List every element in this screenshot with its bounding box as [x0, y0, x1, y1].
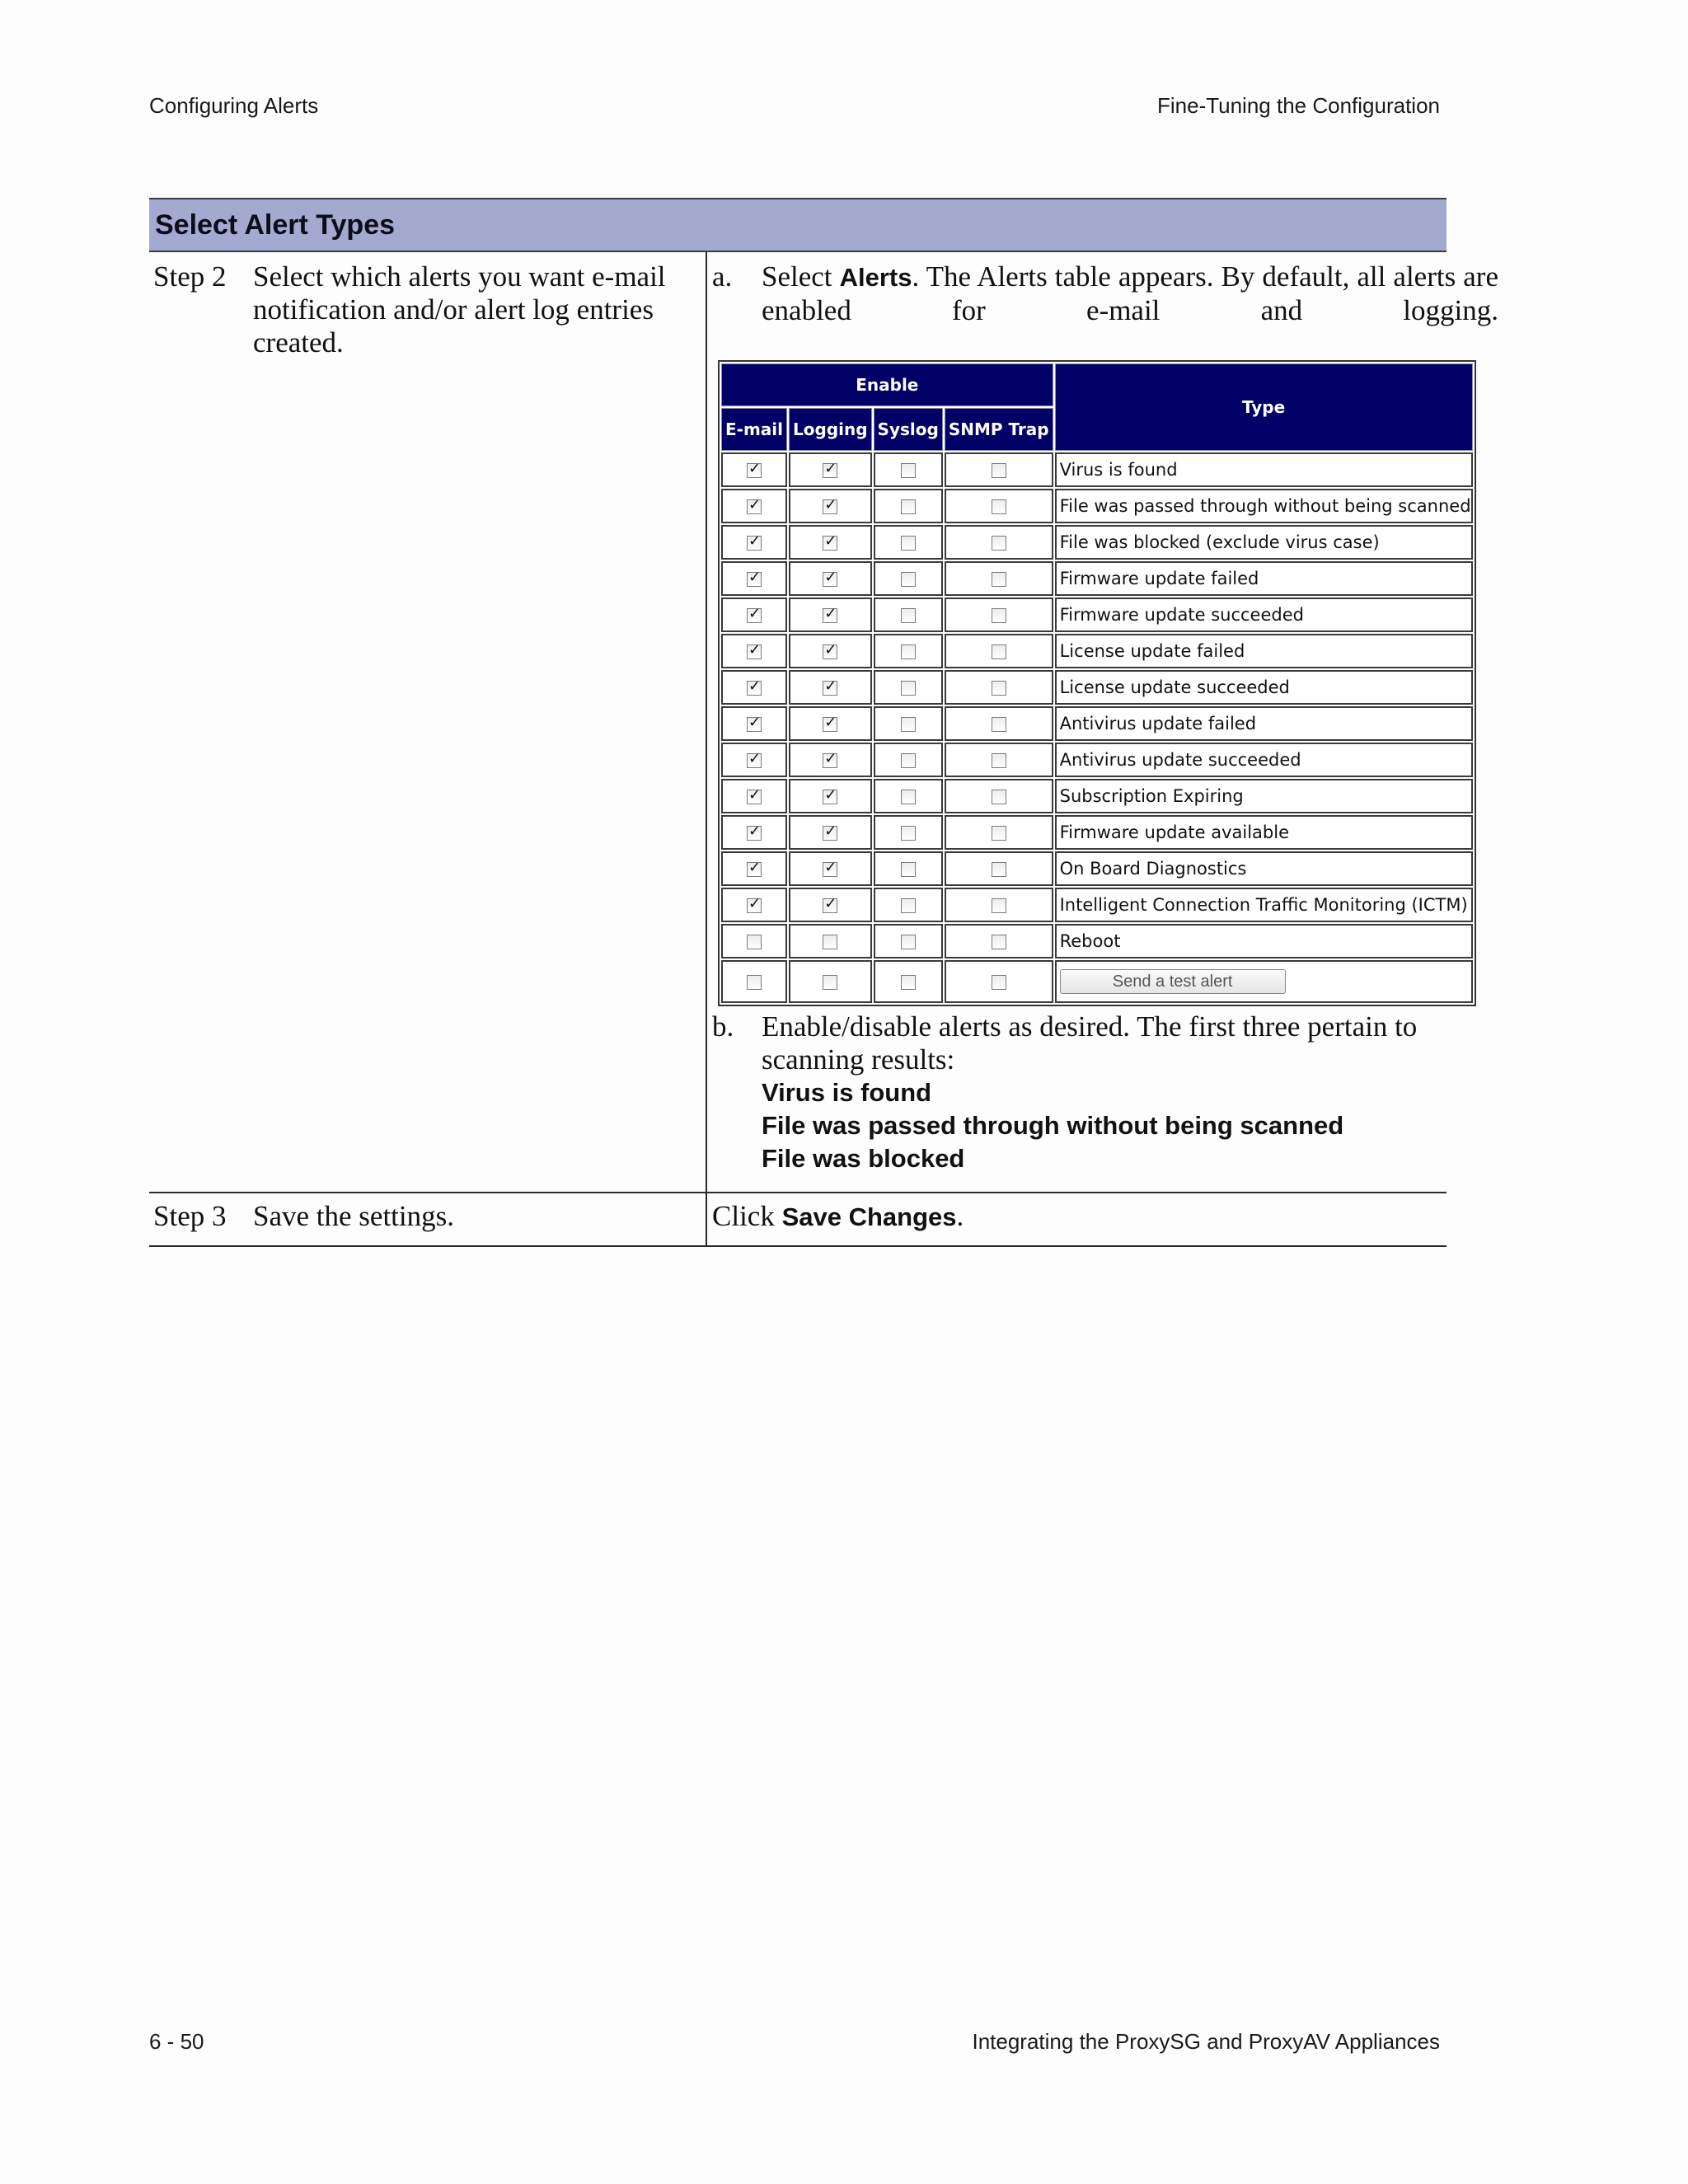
ui-term-alerts: Alerts: [839, 263, 912, 292]
email-checkbox[interactable]: [747, 790, 762, 804]
logging-checkbox[interactable]: [823, 717, 837, 732]
logging-checkbox[interactable]: [823, 644, 837, 659]
substep-a-lead: Select: [762, 260, 832, 293]
alert-cell-syslog: [874, 743, 943, 777]
alert-cell-logging: [789, 888, 872, 922]
alert-cell-logging: [789, 489, 872, 523]
snmp-trap-checkbox[interactable]: [992, 644, 1006, 659]
alert-cell-syslog: [874, 489, 943, 523]
alert-cell-logging: [789, 670, 872, 705]
test-snmp-trap-checkbox[interactable]: [992, 975, 1006, 990]
substep-marker: b.: [712, 1010, 734, 1043]
alert-cell-logging: [789, 743, 872, 777]
alert-cell-syslog: [874, 779, 943, 813]
syslog-checkbox[interactable]: [901, 499, 916, 514]
test-logging-checkbox[interactable]: [823, 975, 837, 990]
alert-cell-snmp-trap: [945, 561, 1053, 596]
substep-b-text: Enable/disable alerts as desired. The first three pertain to scanning results:: [762, 1010, 1418, 1076]
step-2-text: Select which alerts you want e-mail notification and/or alert log entries created.: [253, 260, 666, 359]
substep-a-rest: . The Alerts table appears. By default, all alerts are enabled for e-mail and logging.: [762, 260, 1498, 326]
alert-cell-syslog: [874, 561, 943, 596]
snmp-trap-checkbox[interactable]: [992, 681, 1006, 696]
alert-cell-snmp-trap: [945, 924, 1053, 958]
alert-cell-syslog: [874, 815, 943, 850]
test-cell-syslog: [874, 960, 943, 1003]
substep-a-text: [762, 260, 1498, 327]
logging-checkbox[interactable]: [823, 536, 837, 551]
alert-cell-snmp-trap: [945, 815, 1053, 850]
alert-row: [721, 525, 1473, 560]
column-header-syslog: Syslog: [874, 408, 943, 451]
alert-row: [721, 706, 1473, 741]
alert-row: [721, 452, 1473, 487]
email-checkbox[interactable]: [747, 935, 762, 949]
alert-cell-email: [721, 561, 787, 596]
alert-cell-syslog: [874, 706, 943, 741]
row-divider: [149, 1192, 1447, 1193]
alert-cell-snmp-trap: [945, 851, 1053, 886]
ui-term-save-changes: Save Changes: [781, 1202, 957, 1231]
email-checkbox[interactable]: [747, 898, 762, 913]
test-cell-email: [721, 960, 787, 1003]
step-3-action-lead: Click: [712, 1200, 775, 1232]
step-3-action: [712, 1200, 964, 1234]
alert-row: [721, 561, 1473, 596]
alert-type-label: Subscription Expiring: [1055, 779, 1473, 813]
syslog-checkbox[interactable]: [901, 572, 916, 587]
alert-cell-snmp-trap: [945, 888, 1053, 922]
alert-type-label: Antivirus update succeeded: [1055, 743, 1473, 777]
alert-cell-snmp-trap: [945, 706, 1053, 741]
syslog-checkbox[interactable]: [901, 753, 916, 768]
step-3-text: Save the settings.: [253, 1200, 454, 1232]
snmp-trap-checkbox[interactable]: [992, 463, 1006, 478]
substep-marker: a.: [712, 260, 733, 293]
email-checkbox[interactable]: [747, 681, 762, 696]
syslog-checkbox[interactable]: [901, 536, 916, 551]
alert-cell-email: [721, 634, 787, 668]
alert-row: [721, 598, 1473, 632]
alert-cell-email: [721, 815, 787, 850]
alert-cell-logging: [789, 525, 872, 560]
syslog-checkbox[interactable]: [901, 644, 916, 659]
alert-cell-syslog: [874, 525, 943, 560]
alert-type-label: License update succeeded: [1055, 670, 1473, 705]
alert-type-label: Firmware update available: [1055, 815, 1473, 850]
alert-cell-email: [721, 489, 787, 523]
logging-checkbox[interactable]: [823, 790, 837, 804]
alert-cell-logging: [789, 452, 872, 487]
syslog-checkbox[interactable]: [901, 608, 916, 623]
step-3-label: Step 3: [153, 1200, 227, 1232]
email-checkbox[interactable]: [747, 572, 762, 587]
scan-result-file-passed: File was passed through without being scanned: [762, 1111, 1344, 1140]
alert-cell-snmp-trap: [945, 452, 1053, 487]
snmp-trap-checkbox[interactable]: [992, 608, 1006, 623]
test-cell-snmp-trap: [945, 960, 1053, 1003]
snmp-trap-checkbox[interactable]: [992, 499, 1006, 514]
alert-row: [721, 779, 1473, 813]
page-number: 6 - 50: [149, 2029, 204, 2054]
alert-cell-snmp-trap: [945, 489, 1053, 523]
alert-row: [721, 489, 1473, 523]
syslog-checkbox[interactable]: [901, 862, 916, 877]
column-header-email: E-mail: [721, 408, 787, 451]
alert-cell-snmp-trap: [945, 525, 1053, 560]
alert-type-label: Antivirus update failed: [1055, 706, 1473, 741]
alert-cell-syslog: [874, 634, 943, 668]
logging-checkbox[interactable]: [823, 935, 837, 949]
alert-cell-logging: [789, 706, 872, 741]
alert-cell-email: [721, 924, 787, 958]
alert-cell-syslog: [874, 670, 943, 705]
snmp-trap-checkbox[interactable]: [992, 935, 1006, 949]
alert-type-label: Reboot: [1055, 924, 1473, 958]
alert-row: [721, 924, 1473, 958]
syslog-checkbox[interactable]: [901, 898, 916, 913]
alert-row: [721, 815, 1473, 850]
step-2-label: Step 2: [153, 260, 227, 293]
snmp-trap-checkbox[interactable]: [992, 862, 1006, 877]
alerts-table: [718, 360, 1476, 1006]
running-header-chapter: Configuring Alerts: [149, 93, 319, 118]
alert-cell-email: [721, 525, 787, 560]
scan-result-file-blocked: File was blocked: [762, 1144, 965, 1173]
alert-row: [721, 670, 1473, 705]
snmp-trap-checkbox[interactable]: [992, 536, 1006, 551]
alert-row: [721, 634, 1473, 668]
alert-cell-snmp-trap: [945, 743, 1053, 777]
alert-cell-logging: [789, 851, 872, 886]
snmp-trap-checkbox[interactable]: [992, 572, 1006, 587]
running-footer-title: Integrating the ProxySG and ProxyAV Appliances: [972, 2029, 1440, 2054]
syslog-checkbox[interactable]: [901, 681, 916, 696]
table-bottom-rule: [149, 1245, 1447, 1247]
alert-type-label: Firmware update failed: [1055, 561, 1473, 596]
alert-type-label: License update failed: [1055, 634, 1473, 668]
alert-type-label: On Board Diagnostics: [1055, 851, 1473, 886]
alert-cell-email: [721, 598, 787, 632]
alert-cell-syslog: [874, 452, 943, 487]
syslog-checkbox[interactable]: [901, 463, 916, 478]
snmp-trap-checkbox[interactable]: [992, 753, 1006, 768]
alert-cell-snmp-trap: [945, 634, 1053, 668]
alert-type-label: Virus is found: [1055, 452, 1473, 487]
alert-row: [721, 851, 1473, 886]
logging-checkbox[interactable]: [823, 753, 837, 768]
email-checkbox[interactable]: [747, 463, 762, 478]
test-cell-logging: [789, 960, 872, 1003]
logging-checkbox[interactable]: [823, 463, 837, 478]
logging-checkbox[interactable]: [823, 898, 837, 913]
snmp-trap-checkbox[interactable]: [992, 790, 1006, 804]
alert-type-label: Intelligent Connection Traffic Monitoring (ICTM): [1055, 888, 1473, 922]
alert-cell-email: [721, 670, 787, 705]
alert-cell-email: [721, 452, 787, 487]
syslog-checkbox[interactable]: [901, 935, 916, 949]
alert-cell-snmp-trap: [945, 779, 1053, 813]
alert-cell-syslog: [874, 851, 943, 886]
running-header-section: Fine-Tuning the Configuration: [1156, 93, 1440, 118]
email-checkbox[interactable]: [747, 536, 762, 551]
snmp-trap-checkbox[interactable]: [992, 717, 1006, 732]
snmp-trap-checkbox[interactable]: [992, 826, 1006, 841]
alert-cell-logging: [789, 815, 872, 850]
send-test-alert-button[interactable]: Send a test alert: [1060, 969, 1286, 994]
logging-checkbox[interactable]: [823, 499, 837, 514]
email-checkbox[interactable]: [747, 608, 762, 623]
syslog-checkbox[interactable]: [901, 826, 916, 841]
alert-cell-logging: [789, 924, 872, 958]
alert-cell-email: [721, 706, 787, 741]
alert-cell-snmp-trap: [945, 598, 1053, 632]
alert-cell-email: [721, 851, 787, 886]
email-checkbox[interactable]: [747, 826, 762, 841]
alert-cell-email: [721, 888, 787, 922]
alert-type-label: Firmware update succeeded: [1055, 598, 1473, 632]
section-title-bar: [149, 198, 1447, 252]
column-divider: [706, 252, 707, 1247]
alert-type-label: File was blocked (exclude virus case): [1055, 525, 1473, 560]
alert-cell-syslog: [874, 888, 943, 922]
step-3-action-end: .: [956, 1200, 964, 1232]
enable-header: Enable: [721, 363, 1053, 406]
email-checkbox[interactable]: [747, 644, 762, 659]
alert-cell-email: [721, 779, 787, 813]
email-checkbox[interactable]: [747, 717, 762, 732]
type-header: Type: [1055, 363, 1473, 451]
logging-checkbox[interactable]: [823, 572, 837, 587]
test-syslog-checkbox[interactable]: [901, 975, 916, 990]
alert-row: [721, 743, 1473, 777]
column-header-logging: Logging: [789, 408, 872, 451]
test-email-checkbox[interactable]: [747, 975, 762, 990]
alert-cell-logging: [789, 634, 872, 668]
email-checkbox[interactable]: [747, 862, 762, 877]
logging-checkbox[interactable]: [823, 862, 837, 877]
alert-type-label: File was passed through without being scanned: [1055, 489, 1473, 523]
alert-cell-logging: [789, 779, 872, 813]
syslog-checkbox[interactable]: [901, 790, 916, 804]
syslog-checkbox[interactable]: [901, 717, 916, 732]
alert-cell-logging: [789, 561, 872, 596]
alert-cell-logging: [789, 598, 872, 632]
alert-cell-email: [721, 743, 787, 777]
test-alert-row: [721, 960, 1473, 1003]
alert-row: [721, 888, 1473, 922]
section-title: Select Alert Types: [155, 209, 396, 241]
logging-checkbox[interactable]: [823, 608, 837, 623]
alert-cell-snmp-trap: [945, 670, 1053, 705]
snmp-trap-checkbox[interactable]: [992, 898, 1006, 913]
alert-cell-syslog: [874, 598, 943, 632]
column-header-snmp-trap: SNMP Trap: [945, 408, 1053, 451]
test-alert-cell: [1055, 960, 1473, 1003]
email-checkbox[interactable]: [747, 753, 762, 768]
logging-checkbox[interactable]: [823, 826, 837, 841]
scan-result-virus-found: Virus is found: [762, 1078, 932, 1107]
email-checkbox[interactable]: [747, 499, 762, 514]
alert-cell-syslog: [874, 924, 943, 958]
logging-checkbox[interactable]: [823, 681, 837, 696]
